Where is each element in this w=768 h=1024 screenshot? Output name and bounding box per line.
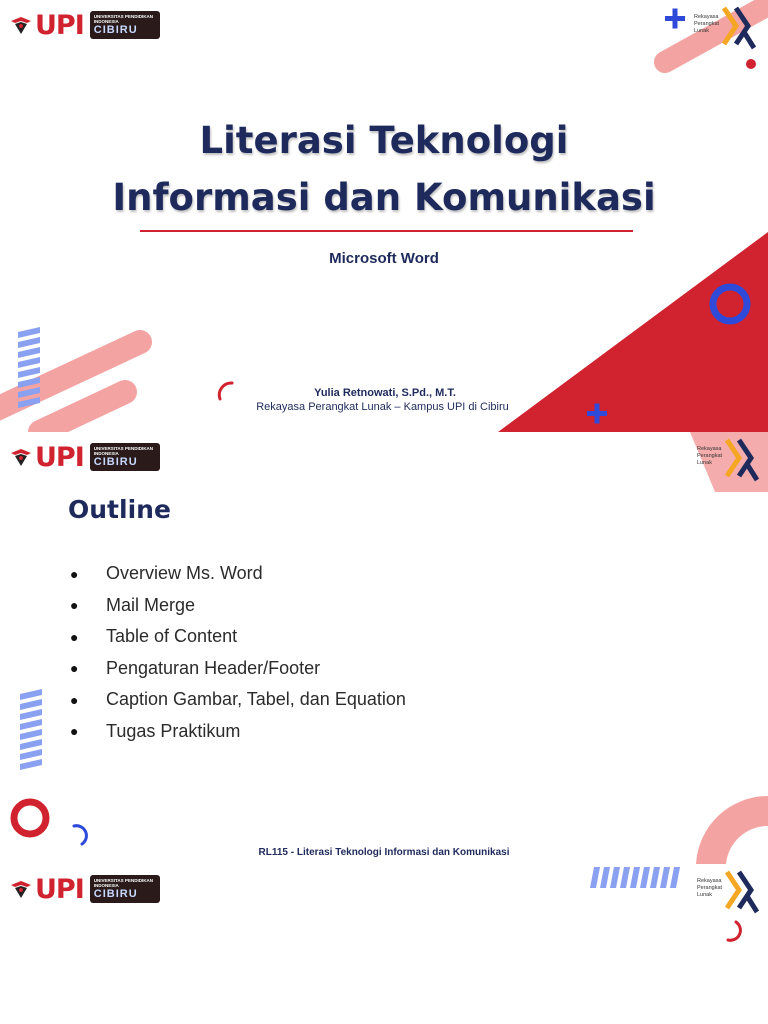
- cibiru-text: CIBIRU: [93, 24, 138, 36]
- upi-logo: [10, 8, 160, 42]
- upi-wordmark: UPI: [35, 9, 84, 41]
- outline-item-label: Pengaturan Header/Footer: [106, 657, 321, 678]
- cibiru-badge: [90, 443, 160, 471]
- cibiru-text: CIBIRU: [93, 888, 138, 900]
- cibiru-university-text: UNIVERSITAS PENDIDIKAN INDONESIA: [93, 446, 153, 456]
- cibiru-text: CIBIRU: [93, 456, 138, 468]
- rpl-chevron-icon: [697, 866, 761, 918]
- blue-arc-shape: [74, 826, 86, 844]
- outline-heading: Outline: [68, 495, 171, 524]
- presentation-subtitle: Microsoft Word: [329, 250, 439, 267]
- rpl-logo-text: Rekayasa Perangkat Lunak: [697, 446, 723, 466]
- rpl-chevron-icon: [694, 2, 758, 54]
- outline-item-label: Table of Content: [106, 626, 238, 647]
- title-slide: [0, 0, 768, 432]
- outline-slide: [0, 432, 768, 864]
- red-ring-shape: [14, 802, 46, 834]
- outline-item: [70, 621, 406, 653]
- outline-list: [70, 558, 406, 747]
- bullet-icon: ●: [70, 628, 79, 645]
- bullet-icon: ●: [70, 565, 79, 582]
- upi-wordmark: UPI: [35, 441, 84, 473]
- red-arc-shape: [728, 922, 740, 940]
- outline-item-label: Tugas Praktikum: [106, 720, 241, 741]
- cibiru-university-text: UNIVERSITAS PENDIDIKAN INDONESIA: [93, 14, 153, 24]
- rpl-logo-text: Rekayasa Perangkat Lunak: [694, 14, 720, 34]
- outline-item: [70, 653, 406, 685]
- cibiru-badge: [90, 875, 160, 903]
- cibiru-university-text: UNIVERSITAS PENDIDIKAN INDONESIA: [93, 878, 153, 888]
- outline-item-label: Overview Ms. Word: [106, 563, 263, 584]
- blue-stripes-horizontal: [590, 867, 680, 888]
- cibiru-badge: [90, 11, 160, 39]
- upi-logo: [10, 872, 160, 906]
- outline-item: [70, 558, 406, 590]
- bullet-icon: ●: [70, 597, 79, 614]
- rpl-logo-text: Rekayasa Perangkat Lunak: [697, 878, 723, 898]
- title-divider: [140, 230, 633, 232]
- author-affiliation: Rekayasa Perangkat Lunak – Kampus UPI di Cibiru: [256, 401, 509, 413]
- outline-item-label: Caption Gambar, Tabel, dan Equation: [106, 689, 406, 710]
- upi-logo: [10, 440, 160, 474]
- slide-footer: RL115 - Literasi Teknologi Informasi dan Komunikasi: [258, 847, 510, 858]
- rpl-logo: [697, 434, 761, 486]
- presentation-title: Literasi Teknologi Informasi dan Komunikasi: [112, 119, 656, 219]
- upi-emblem-icon: [10, 446, 32, 468]
- upi-emblem-icon: [10, 14, 32, 36]
- bullet-icon: ●: [70, 660, 79, 677]
- outline-item: [70, 590, 406, 622]
- salmon-pill-left-2: [40, 392, 125, 432]
- red-arc-shape: [219, 383, 232, 399]
- outline-item: [70, 716, 406, 748]
- bullet-icon: ●: [70, 691, 79, 708]
- rpl-logo: [694, 2, 758, 54]
- blue-stripes-left: [20, 689, 42, 770]
- upi-wordmark: UPI: [35, 873, 84, 905]
- bullet-icon: ●: [70, 723, 79, 740]
- blue-plus-shape: [665, 9, 685, 29]
- author-name: Yulia Retnowati, S.Pd., M.T.: [314, 387, 456, 399]
- outline-item: [70, 684, 406, 716]
- red-dot-shape: [746, 59, 756, 69]
- upi-emblem-icon: [10, 878, 32, 900]
- outline-item-label: Mail Merge: [106, 594, 196, 615]
- rpl-logo: [697, 866, 761, 918]
- rpl-chevron-icon: [697, 434, 761, 486]
- next-slide-partial: [0, 864, 768, 1024]
